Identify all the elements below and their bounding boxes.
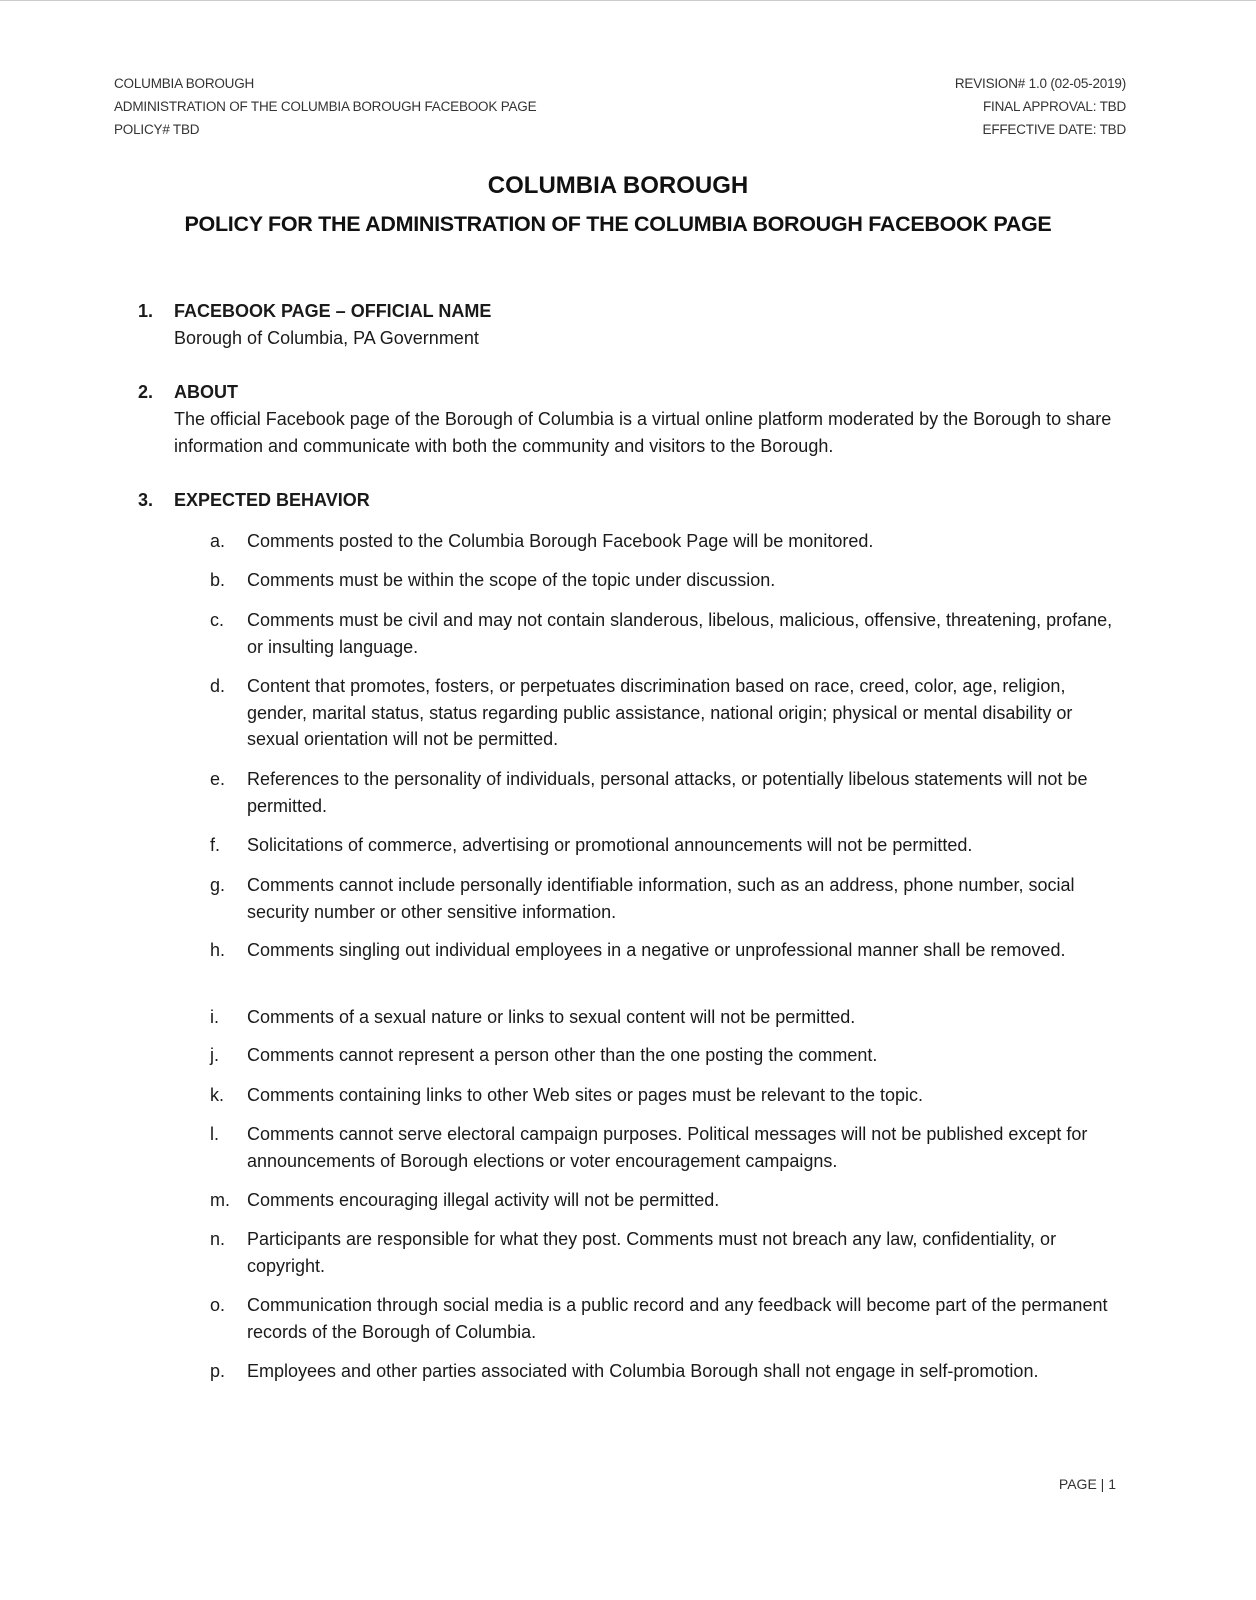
- item-letter: g.: [210, 875, 226, 895]
- scan-edge: [0, 0, 1256, 1]
- item-letter: d.: [210, 676, 226, 696]
- item-text: Comments must be within the scope of the topic under discussion.: [247, 570, 776, 590]
- item-text: References to the personality of individuals, personal attacks, or potentially libelous statements will not be permitted.: [247, 769, 1088, 816]
- document-subtitle: POLICY FOR THE ADMINISTRATION OF THE COLUMBIA BOROUGH FACEBOOK PAGE: [184, 212, 1052, 236]
- item-letter: b.: [210, 570, 226, 590]
- item-letter: i.: [210, 1007, 219, 1027]
- section-heading: EXPECTED BEHAVIOR: [174, 490, 370, 510]
- item-text: Comments containing links to other Web sites or pages must be relevant to the topic.: [247, 1085, 924, 1105]
- item-letter: a.: [210, 531, 226, 551]
- item-letter: m.: [210, 1190, 230, 1210]
- header-policy: POLICY# TBD: [114, 122, 200, 137]
- item-letter: o.: [210, 1295, 226, 1315]
- item-text: Content that promotes, fosters, or perpetuates discrimination based on race, creed, color, age, religion, gender, marital status, status regarding public assistance, national origin; physical or mental disability or sexual orientation will not be permitted.: [247, 676, 1073, 749]
- item-letter: p.: [210, 1361, 226, 1381]
- item-text: Solicitations of commerce, advertising or promotional announcements will not be permitted.: [247, 835, 973, 855]
- header-left: [114, 72, 536, 141]
- item-letter: e.: [210, 769, 226, 789]
- item-letter: c.: [210, 610, 225, 630]
- section-number: 2.: [138, 382, 154, 402]
- section-heading: FACEBOOK PAGE – OFFICIAL NAME: [174, 301, 492, 321]
- item-text: Comments cannot serve electoral campaign purposes. Political messages will not be published except for announcements of Borough elections or voter encouragement campaigns.: [247, 1124, 1088, 1171]
- item-text: Communication through social media is a public record and any feedback will become part of the permanent records of the Borough of Columbia.: [247, 1295, 1108, 1342]
- item-letter: l.: [210, 1124, 219, 1144]
- item-letter: k.: [210, 1085, 225, 1105]
- section-number: 3.: [138, 490, 154, 510]
- item-text: Comments singling out individual employees in a negative or unprofessional manner shall be removed.: [247, 940, 1066, 960]
- header-effective: EFFECTIVE DATE: TBD: [982, 122, 1126, 137]
- item-letter: h.: [210, 940, 226, 960]
- item-text: Comments cannot represent a person other than the one posting the comment.: [247, 1045, 878, 1065]
- item-letter: j.: [210, 1045, 219, 1065]
- item-text: Comments posted to the Columbia Borough Facebook Page will be monitored.: [247, 531, 874, 551]
- header-doc: ADMINISTRATION OF THE COLUMBIA BOROUGH FACEBOOK PAGE: [114, 99, 537, 114]
- document-title: COLUMBIA BOROUGH: [487, 172, 749, 199]
- section-body: The official Facebook page of the Borough of Columbia is a virtual online platform moderated by the Borough to share information and communicate with both the community and visitors to the Borough.: [174, 409, 1112, 456]
- item-text: Employees and other parties associated with Columbia Borough shall not engage in self-promotion.: [247, 1361, 1039, 1381]
- header-right: [955, 72, 1126, 141]
- section-heading: ABOUT: [174, 382, 238, 402]
- item-text: Comments of a sexual nature or links to sexual content will not be permitted.: [247, 1007, 856, 1027]
- item-letter: n.: [210, 1229, 226, 1249]
- item-text: Comments encouraging illegal activity will not be permitted.: [247, 1190, 720, 1210]
- section-number: 1.: [138, 301, 154, 321]
- item-text: Comments must be civil and may not contain slanderous, libelous, malicious, offensive, threatening, profane, or insulting language.: [247, 610, 1113, 657]
- section-body: Borough of Columbia, PA Government: [174, 328, 479, 348]
- item-text: Participants are responsible for what they post. Comments must not breach any law, confidentiality, or copyright.: [247, 1229, 1057, 1276]
- header-org: COLUMBIA BOROUGH: [114, 76, 255, 91]
- item-text: Comments cannot include personally identifiable information, such as an address, phone number, social security number or other sensitive information.: [247, 875, 1075, 922]
- item-letter: f.: [210, 835, 221, 855]
- header-approval: FINAL APPROVAL: TBD: [983, 99, 1126, 114]
- header-revision: REVISION# 1.0 (02-05-2019): [954, 76, 1126, 91]
- page-number: PAGE | 1: [1058, 1476, 1116, 1492]
